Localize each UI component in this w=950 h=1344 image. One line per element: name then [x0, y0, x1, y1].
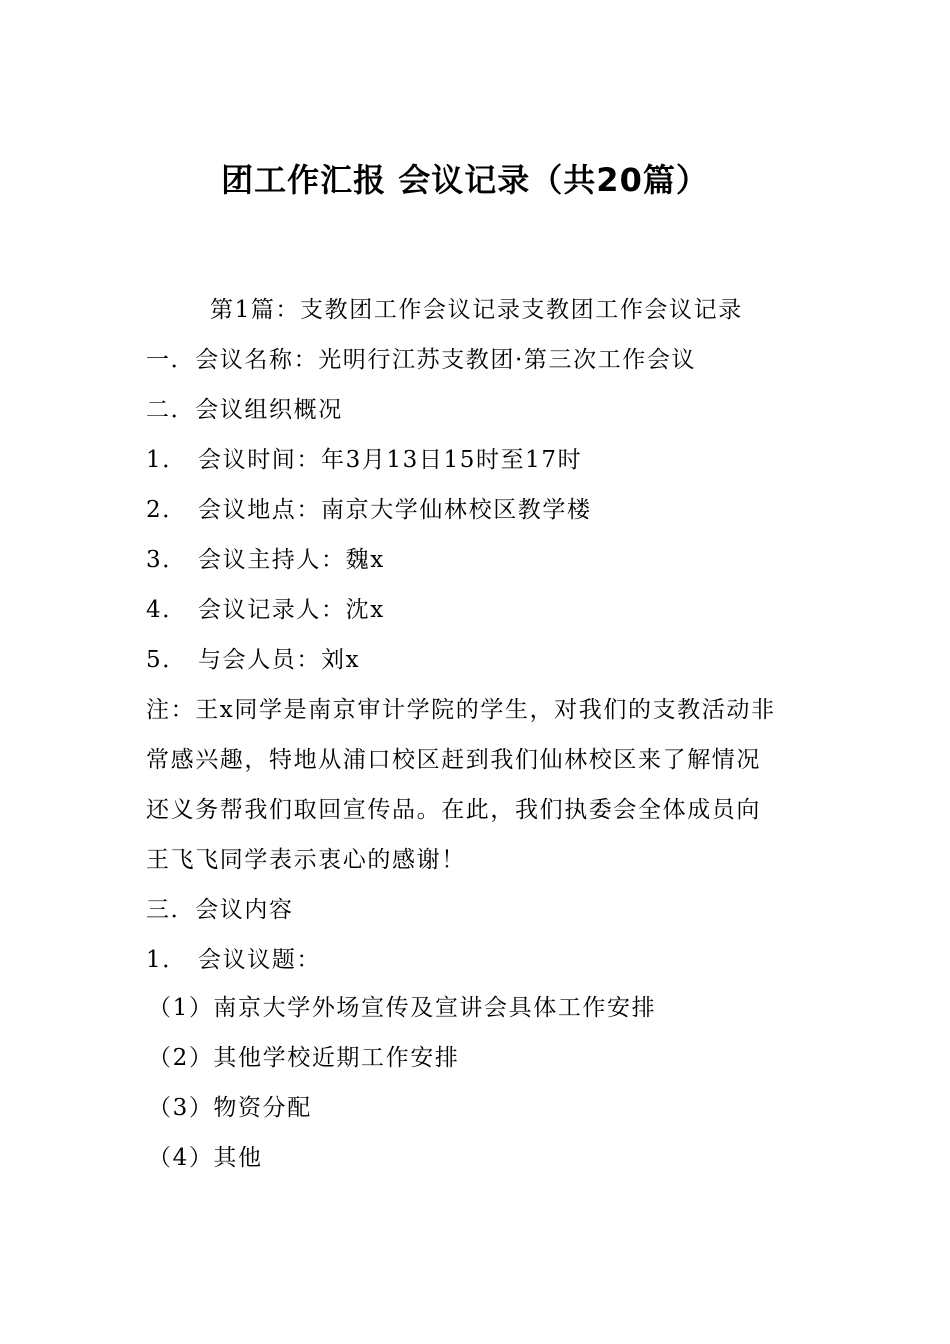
org-item-location	[146, 490, 592, 530]
chapter-heading: 第1篇：支教团工作会议记录支教团工作会议记录	[210, 297, 743, 323]
topic-item: （3）物资分配	[148, 1095, 312, 1121]
section-organization-heading: 二．会议组织概况	[146, 397, 343, 423]
list-text: 与会人员：刘x	[198, 647, 361, 673]
list-number: 1．	[146, 947, 187, 973]
note-line: 还义务帮我们取回宣传品。在此，我们执委会全体成员向	[146, 797, 761, 823]
list-number: 3．	[146, 547, 187, 573]
topic-item: （2）其他学校近期工作安排	[148, 1045, 460, 1071]
list-text: 会议议题：	[198, 947, 321, 973]
list-number: 2．	[146, 497, 187, 523]
section-meeting-name: 一．会议名称：光明行江苏支教团·第三次工作会议	[146, 347, 697, 373]
list-text: 会议时间：年3月13日15时至17时	[198, 447, 583, 473]
note-line: 王飞飞同学表示衷心的感谢！	[146, 847, 466, 873]
section-content-heading: 三．会议内容	[146, 897, 294, 923]
content-item-topics	[146, 940, 321, 980]
org-item-attendees	[146, 640, 360, 680]
org-item-time	[146, 440, 582, 480]
org-item-host	[146, 540, 385, 580]
list-number: 5．	[146, 647, 187, 673]
list-number: 1．	[146, 447, 187, 473]
list-text: 会议主持人：魏x	[198, 547, 385, 573]
list-text: 会议记录人：沈x	[198, 597, 385, 623]
topic-item: （1）南京大学外场宣传及宣讲会具体工作安排	[148, 995, 657, 1021]
note-line: 常感兴趣，特地从浦口校区赶到我们仙林校区来了解情况	[146, 747, 761, 773]
note-line: 注：王x同学是南京审计学院的学生，对我们的支教活动非	[146, 697, 776, 723]
document-title: 团工作汇报 会议记录（共20篇）	[221, 161, 709, 199]
topic-item: （4）其他	[148, 1145, 263, 1171]
org-item-recorder	[146, 590, 385, 630]
list-number: 4．	[146, 597, 187, 623]
list-text: 会议地点：南京大学仙林校区教学楼	[198, 497, 592, 523]
